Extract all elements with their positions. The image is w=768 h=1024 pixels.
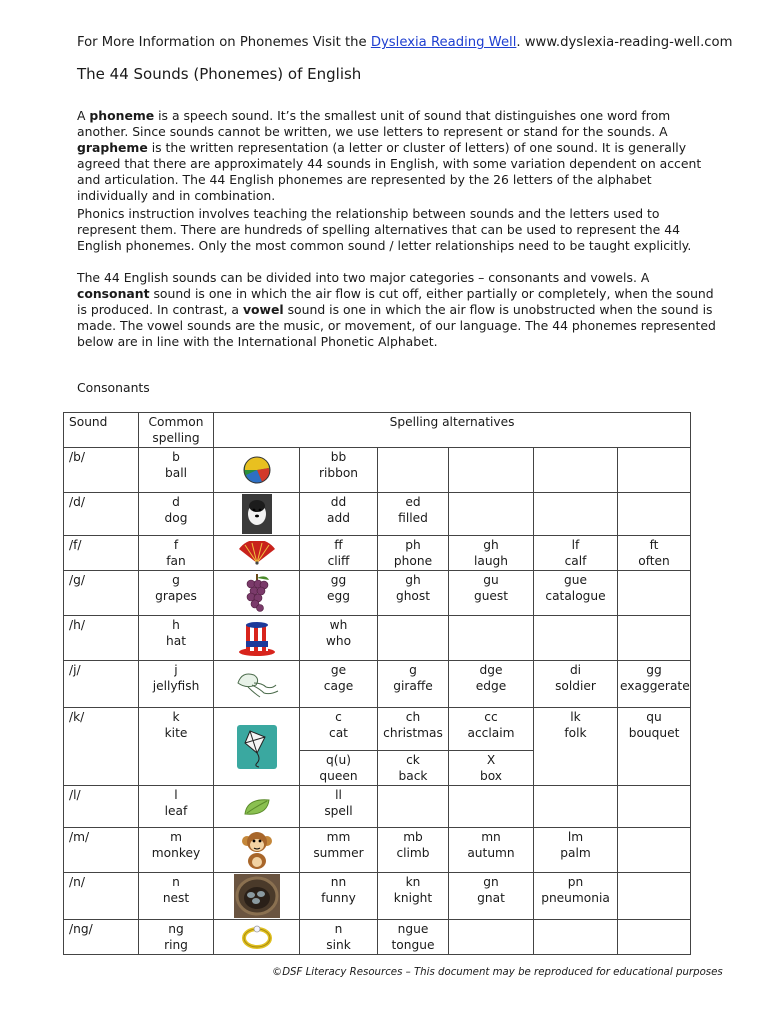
sound-cell: /l/ [64,786,139,828]
alternative-cell [300,708,378,751]
phoneme-table [63,412,691,955]
example-word: cliff [327,554,350,568]
alternative-cell [378,536,449,571]
example-word: nest [162,891,190,905]
common-spelling-cell [139,708,214,786]
grapheme: gu [483,573,499,587]
text-run: A [77,108,90,123]
example-word: grapes [155,589,197,603]
table-row [64,493,691,536]
dog-icon [216,494,297,534]
dyslexia-reading-well-link[interactable]: Dyslexia Reading Well [370,35,517,50]
example-word: often [638,554,670,568]
term-grapheme: grapheme [77,140,148,155]
example-word: sink [326,938,351,952]
example-word: ring [164,938,188,952]
grapheme: gn [483,875,499,889]
alternative-cell [378,448,449,493]
alternative-cell [300,786,378,828]
grapheme: ed [405,495,421,509]
table-row [64,661,691,708]
example-word: knight [393,891,433,905]
common-spelling-cell [139,828,214,873]
example-word: giraffe [393,679,433,693]
alternative-cell [300,536,378,571]
grapheme: d [172,495,180,509]
alternative-cell [449,536,534,571]
table-row [64,920,691,955]
table-row [64,616,691,661]
alternative-cell [378,828,449,873]
alternative-cell [378,920,449,955]
alternative-cell [618,616,691,661]
grapheme: pn [567,875,584,889]
sound-cell: /b/ [64,448,139,493]
grapheme: n [334,922,343,936]
grapheme: wh [329,618,348,632]
term-phoneme: phoneme [89,108,155,123]
sound-cell: /f/ [64,536,139,571]
paragraph-phonics: Phonics instruction involves teaching the relationship between sounds and the letters used to represent them. There are hundreds of spelling alternatives that can be used to represent the 44 English phonemes. Only the most common sound / letter relationships need to be taught explicitly. [77,206,692,253]
picture-cell [214,786,300,828]
grapheme: mn [481,830,501,844]
alternative-cell [378,873,449,920]
common-spelling-cell [139,616,214,661]
grapheme: gh [405,573,421,587]
grapheme: gue [564,573,587,587]
example-word: back [398,769,428,783]
alternative-cell [449,571,534,616]
page-title: The 44 Sounds (Phonemes) of English [77,65,362,83]
header-line [77,35,732,50]
alternative-cell [534,873,618,920]
sound-cell: /g/ [64,571,139,616]
ring-icon [216,924,297,950]
example-word: acclaim [467,726,515,740]
paragraph-categories [77,270,717,350]
alternative-cell [300,448,378,493]
text-run: sound is one in which the air flow is unobstructed when the sound is made. The vowel sounds are the music, or movement, of our language. The 44 phonemes represented below are in line with the International Phonetic Alphabet. [77,302,716,349]
grapheme: lf [571,538,580,552]
common-spelling-cell [139,920,214,955]
common-spelling-cell [139,661,214,708]
text-run: The 44 English sounds can be divided into two major categories – consonants and vowels. A [77,270,650,285]
alternative-cell [449,616,534,661]
grapheme: ng [168,922,184,936]
example-word: folk [564,726,587,740]
alternative-cell [378,786,449,828]
alternative-cell [618,873,691,920]
section-label-consonants: Consonants [77,380,150,395]
alternative-cell [534,571,618,616]
grapheme: ch [405,710,421,724]
alternative-cell [378,708,449,751]
alternative-cell [378,571,449,616]
picture-cell [214,828,300,873]
alternative-cell [618,828,691,873]
header-sound: Sound [64,413,139,448]
example-word: kite [164,726,188,740]
example-word: climb [396,846,430,860]
alternative-cell [300,661,378,708]
example-word: calf [564,554,587,568]
term-vowel: vowel [242,302,284,317]
grapheme: cc [484,710,498,724]
grapheme: f [173,538,179,552]
picture-cell [214,448,300,493]
common-spelling-cell [139,448,214,493]
example-word: palm [560,846,591,860]
picture-cell [214,571,300,616]
alternative-cell [449,493,534,536]
sound-cell: /d/ [64,493,139,536]
alternative-cell [534,616,618,661]
alternative-cell [300,616,378,661]
common-spelling-cell [139,536,214,571]
alternative-cell [618,536,691,571]
sound-cell: /ng/ [64,920,139,955]
grapheme: ck [406,753,420,767]
example-word: bouquet [628,726,680,740]
grapheme: lk [570,710,581,724]
grapheme: ft [649,538,659,552]
alternative-cell [378,661,449,708]
example-word: cat [329,726,348,740]
alternative-cell [618,571,691,616]
grapheme: h [172,618,180,632]
grapheme: gg [330,573,347,587]
common-spelling-cell [139,571,214,616]
grapheme: j [174,663,178,677]
monkey-icon [216,829,297,871]
text-run: is a speech sound. It’s the smallest unit of sound that distinguishes one word from another. Since sounds cannot be written, we use letters to represent or stand for the sounds. A [77,108,671,139]
table-row [64,536,691,571]
grapheme: mb [403,830,423,844]
example-word: soldier [555,679,596,693]
example-word: leaf [164,804,188,818]
table-header-row [64,413,691,448]
example-word: funny [321,891,356,905]
grapheme: qu [646,710,662,724]
grapheme: bb [330,450,347,464]
alternative-cell [300,828,378,873]
picture-cell [214,708,300,786]
grapheme: X [486,753,496,767]
table-row [64,828,691,873]
example-word: cage [323,679,354,693]
example-word: add [327,511,350,525]
grapheme: mm [326,830,351,844]
common-spelling-cell [139,786,214,828]
alternative-cell [449,828,534,873]
example-word: phone [393,554,433,568]
alternative-cell [534,708,618,786]
alternative-cell [618,661,691,708]
alternative-cell [618,448,691,493]
grapheme: kn [405,875,421,889]
grapheme: ge [330,663,347,677]
example-word: christmas [383,726,443,740]
example-word: fan [166,554,186,568]
grapheme: n [172,875,180,889]
grapheme: l [174,788,178,802]
alternative-cell [534,828,618,873]
alternative-cell [449,708,534,751]
picture-cell [214,536,300,571]
sound-cell: /m/ [64,828,139,873]
grapheme: c [335,710,342,724]
text-run: is the written representation (a letter or cluster of letters) of one sound. It is generally agreed that there are approximately 44 sounds in English, with some variation dependent on accent and articulation. The 44 English phonemes are represented by the 26 letters of the alphabet individually and in combination. [77,140,702,203]
fan-icon [216,541,297,565]
picture-cell [214,661,300,708]
hat-icon [216,619,297,657]
header-suffix: . www.dyslexia-reading-well.com [516,35,733,50]
grapheme: ff [334,538,343,552]
grapheme: ll [335,788,342,802]
example-word: who [325,634,352,648]
example-word: ghost [395,589,431,603]
example-word: ball [165,466,187,480]
grapheme: nn [330,875,347,889]
example-word: jellyfish [152,679,200,693]
example-word: egg [327,589,350,603]
grapheme: ph [405,538,421,552]
example-word: ribbon [318,466,359,480]
alternative-cell [534,920,618,955]
alternative-cell [449,751,534,786]
header-prefix: For More Information on Phonemes Visit the [77,35,367,50]
picture-cell [214,493,300,536]
alternative-cell [378,493,449,536]
grapheme: dd [330,495,347,509]
alternative-cell [534,661,618,708]
grapheme: gh [483,538,499,552]
alternative-cell [534,493,618,536]
example-word: pneumonia [541,891,610,905]
example-word: dog [164,511,188,525]
alternative-cell [449,661,534,708]
alternative-cell [300,571,378,616]
alternative-cell [449,448,534,493]
alternative-cell [449,873,534,920]
example-word: queen [319,769,358,783]
header-common-spelling: Common spelling [139,413,214,448]
alternative-cell [534,448,618,493]
leaf-icon [216,796,297,818]
jellyfish-icon [216,669,297,699]
picture-cell [214,873,300,920]
alternative-cell [618,493,691,536]
example-word: exaggerate [620,679,690,693]
paragraph-phoneme [77,108,717,204]
alternative-cell [300,873,378,920]
alternative-cell [618,920,691,955]
grapheme: m [170,830,182,844]
picture-cell [214,616,300,661]
example-word: guest [473,589,509,603]
alternative-cell [300,751,378,786]
example-word: tongue [391,938,435,952]
example-word: laugh [473,554,509,568]
ball-icon [216,455,297,485]
common-spelling-cell [139,873,214,920]
alternative-cell [449,920,534,955]
alternative-cell [378,616,449,661]
sound-cell: /j/ [64,661,139,708]
alternative-cell [618,708,691,786]
grapheme: gg [646,663,662,677]
sound-cell: /n/ [64,873,139,920]
kite-icon [216,725,297,769]
grapheme: b [172,450,180,464]
alternative-cell [300,493,378,536]
grapes-icon [216,572,297,614]
grapheme: ngue [397,922,429,936]
alternative-cell [534,786,618,828]
example-word: spell [324,804,353,818]
nest-icon [216,874,297,918]
footer-note: ©DSF Literacy Resources – This document may be reproduced for educational purposes [272,967,723,978]
grapheme: g [409,663,417,677]
grapheme: lm [567,830,584,844]
example-word: summer [313,846,364,860]
sound-cell: /k/ [64,708,139,786]
grapheme: di [569,663,582,677]
alternative-cell [618,786,691,828]
grapheme: k [172,710,180,724]
table-row [64,571,691,616]
grapheme: g [172,573,180,587]
grapheme: dge [479,663,503,677]
example-word: autumn [467,846,515,860]
grapheme: q(u) [326,753,351,767]
sound-cell: /h/ [64,616,139,661]
picture-cell [214,920,300,955]
example-word: hat [166,634,186,648]
table-row [64,873,691,920]
term-consonant: consonant [77,286,150,301]
text-run: sound is one in which the air flow is cut off, either partially or completely, when the sound is produced. In contrast, a [77,286,714,317]
header-spelling-alternatives: Spelling alternatives [214,413,691,448]
example-word: catalogue [545,589,606,603]
common-spelling-cell [139,493,214,536]
alternative-cell [300,920,378,955]
alternative-cell [378,751,449,786]
table-row [64,448,691,493]
example-word: gnat [477,891,505,905]
table-row [64,786,691,828]
example-word: filled [398,511,428,525]
example-word: edge [475,679,507,693]
alternative-cell [534,536,618,571]
example-word: box [479,769,503,783]
alternative-cell [449,786,534,828]
example-word: monkey [151,846,201,860]
table-row [64,708,691,751]
